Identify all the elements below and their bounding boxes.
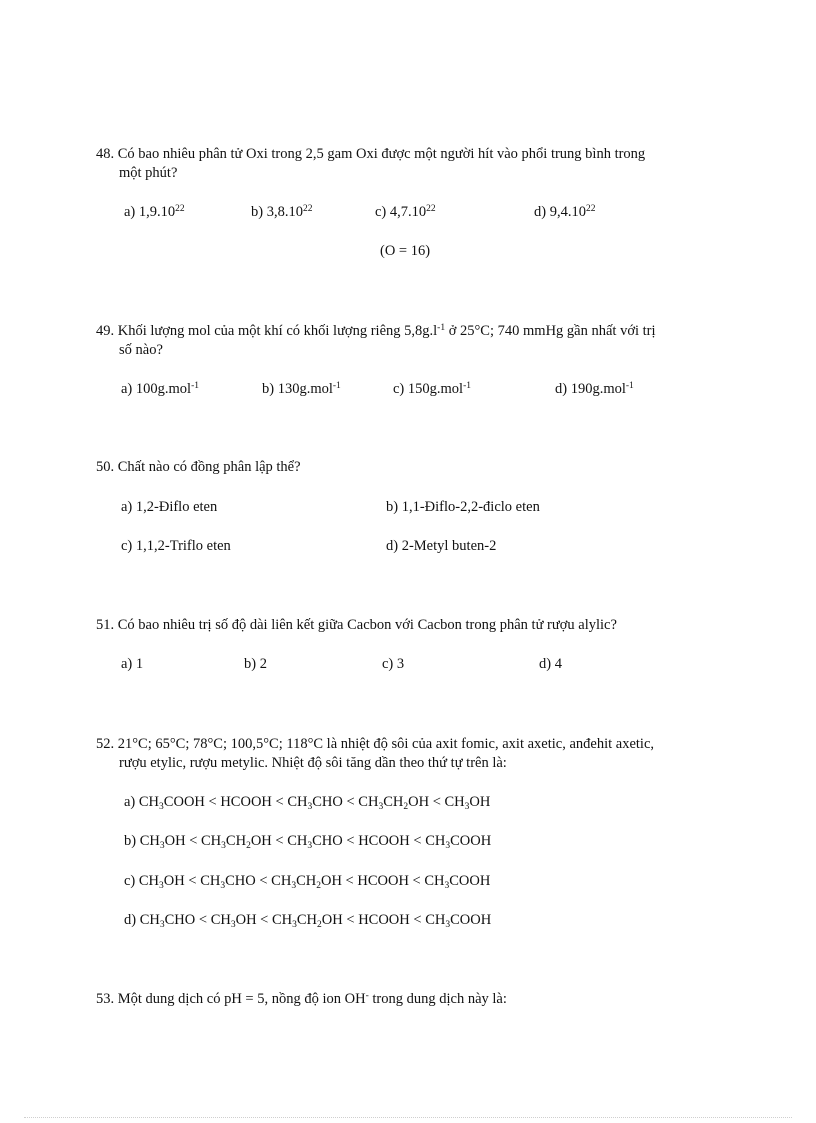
question-49-line2: số nào?	[119, 342, 163, 358]
answer-48-a[interactable]: a) 1,9.10$^{22}$	[124, 204, 185, 220]
question-52-line2: rượu etylic, rượu metylic. Nhiệt độ sôi tăng dần theo thứ tự trên là:	[119, 755, 507, 771]
answer-48-b[interactable]: b) 3,8.10$^{22}$	[251, 204, 313, 220]
answer-49-a[interactable]: a) 100g.mol$^{-1}$	[121, 381, 199, 397]
question-52-text	[96, 735, 718, 773]
answer-51-c[interactable]: c) 3	[382, 656, 405, 672]
answer-52-a[interactable]: a) $CH_3COOH$ < HCOOH < $CH_3CHO < CH_3CH_2OH < CH_3OH$	[124, 794, 491, 812]
answer-50-b[interactable]: b) 1,1-Điflo-2,2-điclo eten	[386, 499, 540, 515]
question-48-line2: một phút?	[119, 165, 178, 181]
answer-50-c[interactable]: c) 1,1,2-Triflo eten	[121, 538, 231, 554]
answer-50-d[interactable]: d) 2-Metyl buten-2	[386, 538, 497, 554]
answer-49-b[interactable]: b) 130g.mol$^{-1}$	[262, 381, 341, 397]
question-49-line1-pre: 49. Khối lượng mol của một khí có khối lượng riêng 5,8g.l	[96, 323, 438, 339]
question-48-note: (O = 16)	[380, 243, 431, 259]
answer-52-c[interactable]: c) $CH_3OH < CH_3CHO < CH_3CH_2OH$ < HCOOH < $CH_3COOH$	[124, 873, 491, 891]
answer-50-a[interactable]: a) 1,2-Điflo eten	[121, 499, 218, 515]
answer-49-c[interactable]: c) 150g.mol$^{-1}$	[393, 381, 471, 397]
question-49-text	[96, 322, 718, 360]
answer-51-b[interactable]: b) 2	[244, 656, 267, 672]
question-52-line1: 52. 21°C; 65°C; 78°C; 100,5°C; 118°C là nhiệt độ sôi của axit fomic, axit axetic, anđehit axetic,	[96, 736, 655, 752]
answer-49-d[interactable]: d) 190g.mol$^{-1}$	[555, 381, 634, 397]
question-49-line1-post: ở 25°C; 740 mmHg gần nhất với trị	[445, 323, 656, 339]
answer-48-d[interactable]: d) 9,4.10$^{22}$	[534, 204, 596, 220]
question-48-text	[96, 145, 718, 183]
answer-52-b[interactable]: b) $CH_3OH < CH_3CH_2OH < CH_3CHO$ < HCOOH < $CH_3COOH$	[124, 833, 492, 851]
answer-51-d[interactable]: d) 4	[539, 656, 562, 672]
page-bottom-rule	[24, 1117, 792, 1118]
question-48-line1: 48. Có bao nhiêu phân tử Oxi trong 2,5 gam Oxi được một người hít vào phổi trung bình trong	[96, 146, 646, 162]
question-49-line1-exp: -1	[437, 323, 446, 333]
question-51-text: 51. Có bao nhiêu trị số độ dài liên kết giữa Cacbon với Cacbon trong phân tử rượu alylic?	[96, 617, 617, 633]
answer-48-c[interactable]: c) 4,7.10$^{22}$	[375, 204, 436, 220]
question-53-text: 53. Một dung dịch có pH = 5, nồng độ ion OH- trong dung dịch này là:	[96, 991, 507, 1007]
answer-51-a[interactable]: a) 1	[121, 656, 144, 672]
answer-52-d[interactable]: d) $CH_3CHO < CH_3OH < CH_3CH_2OH$ < HCOOH < $CH_3COOH$	[124, 912, 492, 930]
question-50-text: 50. Chất nào có đồng phân lập thể?	[96, 459, 301, 475]
